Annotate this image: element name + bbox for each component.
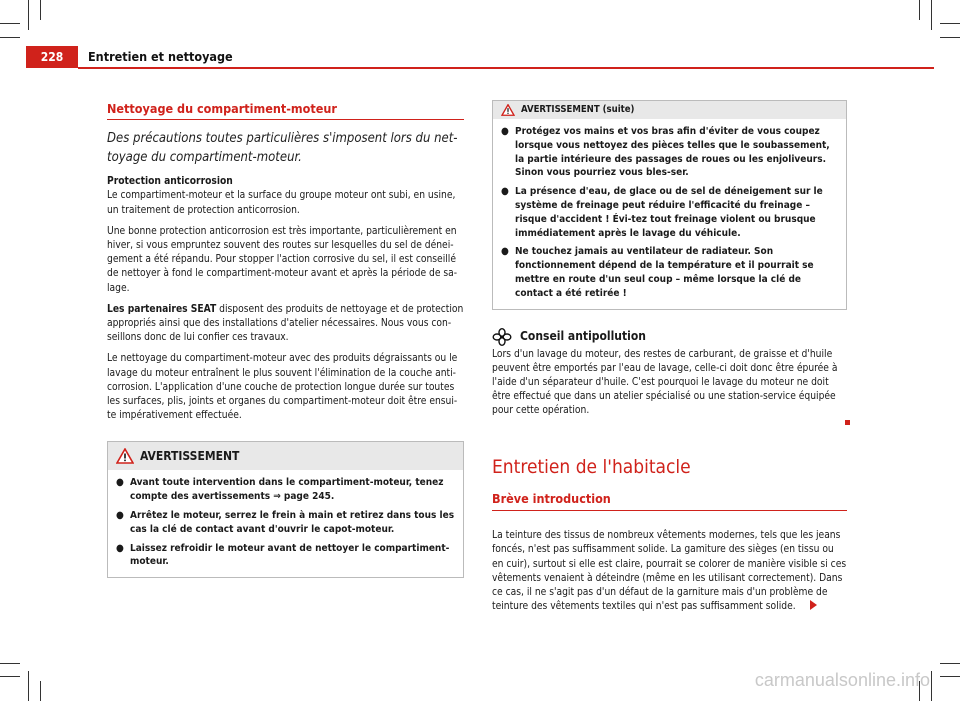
- warning-triangle-icon: [501, 104, 515, 116]
- bullet-icon: ●: [116, 542, 124, 554]
- warning-item: [501, 185, 838, 240]
- subheading-anticorrosion: Protection anticorrosion: [107, 176, 233, 188]
- eco-tip-text: [492, 348, 847, 419]
- crop-mark: [40, 0, 41, 20]
- crop-mark: [0, 37, 20, 38]
- bullet-icon: ●: [501, 246, 509, 258]
- page-number: 228: [26, 46, 78, 68]
- warning-header: [108, 442, 463, 470]
- paragraph: Une bonne protection anticorrosion est très importante, particulièrement en hiver, si vous empruntez souvent des routes sur lesquelles du sel de dénei-gement a été répandu. Pour stopper l'action corrosive du sel, il est conseillé de nettoyer à fond le compartiment-moteur avant et après la période de sa-lage.: [107, 225, 458, 294]
- warning-item-text: Ne touchez jamais au ventilateur de radiateur. Son fonctionnement dépend de la température et il pourrait se mettre en route d'un seul coup – même lorsque la clé de contact a été retirée !: [515, 246, 814, 299]
- end-mark-icon: [845, 420, 850, 425]
- crop-mark: [0, 676, 20, 677]
- chapter-title: Entretien de l'habitacle: [492, 455, 691, 478]
- crop-mark: [931, 0, 932, 30]
- watermark: carmanualsonline.info: [754, 670, 930, 690]
- eco-tip-title: Conseil antipollution: [520, 329, 646, 344]
- right-column: [492, 100, 847, 621]
- bullet-icon: ●: [501, 186, 509, 198]
- warning-item: [501, 245, 838, 300]
- paragraph: [492, 529, 847, 614]
- warning-header: [493, 101, 846, 119]
- crop-mark: [28, 671, 29, 701]
- warning-item: [116, 509, 455, 537]
- paragraph: Le compartiment-moteur et la surface du groupe moteur ont subi, en usine, un traitement de protection anticorrosion.: [107, 190, 456, 216]
- crop-mark: [28, 0, 29, 30]
- paragraph-seat-partners: [107, 303, 464, 346]
- bullet-icon: ●: [116, 510, 124, 522]
- continue-arrow-icon: [810, 600, 817, 610]
- warning-item-text: Avant toute intervention dans le compartiment-moteur, tenez compte des avertissements ⇒ page 245.: [130, 477, 444, 503]
- section-heading: Nettoyage du compartiment-moteur: [107, 102, 464, 120]
- crop-mark: [940, 663, 960, 664]
- warning-title: AVERTISSEMENT (suite): [521, 103, 635, 115]
- section-intro: Des précautions toutes particulières s'imposent lors du net-toyage du compartiment-moteur.: [107, 131, 458, 166]
- warning-item-text: Laissez refroidir le moteur avant de nettoyer le compartiment-moteur.: [130, 542, 450, 568]
- warning-item-text: Arrêtez le moteur, serrez le frein à main et retirez dans tous les cas la clé de contact avant d'ouvrir le capot-moteur.: [130, 510, 455, 535]
- crop-mark: [940, 676, 960, 677]
- warning-item-text: La présence d'eau, de glace ou de sel de déneigement sur le système de freinage peut réduire l'efficacité du freinage – risque d'accident ! Évi-tez tout freinage violent ou brusque immédiatement après le lavage du véhicule.: [515, 186, 823, 239]
- warning-box-continued: [492, 100, 847, 310]
- left-column: [107, 102, 464, 578]
- warning-item: [116, 476, 455, 504]
- warning-item: [501, 125, 838, 180]
- warning-item: [116, 542, 455, 570]
- crop-mark: [0, 663, 20, 664]
- chapter-header-title: Entretien et nettoyage: [88, 49, 233, 64]
- eco-tip-body: Lors d'un lavage du moteur, des restes de carburant, de graisse et d'huile peuvent être emportés par l'eau de lavage, celle-ci doit donc être épurée à l'aide d'un séparateur d'huile. C'est pourquoi le lavage du moteur ne doit être effectué que dans un atelier spécialisé ou une station-service équipée pour cette opération.: [492, 348, 838, 417]
- crop-mark: [0, 23, 20, 24]
- section-heading: Brève introduction: [492, 492, 847, 511]
- crop-mark: [940, 37, 960, 38]
- header-rule: [78, 67, 934, 69]
- bullet-icon: ●: [501, 126, 509, 137]
- warning-title: AVERTISSEMENT: [140, 449, 240, 464]
- seat-partners-label: Les partenaires SEAT: [107, 303, 217, 315]
- warning-item-text: Protégez vos mains et vos bras afin d'éviter de vous coupez lorsque vous nettoyez des pièces telles que le soubassement, la partie intérieure des passages de roues ou les enjoliveurs. Sinon vous pourriez vous bles-ser.: [515, 126, 830, 179]
- paragraph-text: disposent des produits de nettoyage et de protection appropriés ainsi que des installations d'atelier nécessaires. Nous vous con-seillons donc de lui confier ces travaux.: [107, 303, 464, 344]
- eco-tip-heading: [492, 328, 847, 346]
- warning-box: [107, 441, 464, 578]
- warning-triangle-icon: [116, 448, 134, 464]
- crop-mark: [919, 0, 920, 20]
- flower-eco-icon: [492, 328, 512, 346]
- paragraph-text: La teinture des tissus de nombreux vêtements modernes, tels que les jeans foncés, n'est pas suffisamment solide. La gamiture des sièges (en tissu ou en cuir), surtout si elle est claire, pourrait se colorer de manière visible si ces vêtements venaient à déteindre (même en les utilisant correctement). Dans ce cas, il ne s'agit pas d'un défaut de la garniture mais d'un problème de teinture des vêtements textiles qui n'est pas suffisamment solide.: [492, 530, 847, 613]
- crop-mark: [40, 681, 41, 701]
- crop-mark: [931, 671, 932, 701]
- warning-body: [108, 470, 463, 577]
- warning-body: [493, 119, 846, 309]
- bullet-icon: ●: [116, 477, 124, 489]
- paragraph: Le nettoyage du compartiment-moteur avec des produits dégraissants ou le lavage du moteur entraînent le plus souvent l'élimination de la couche anti-corrosion. L'application d'une couche de protection longue durée sur toutes les surfaces, plis, joints et organes du compartiment-moteur doit être ensui-te impérativement effectuée.: [107, 353, 458, 422]
- crop-mark: [940, 23, 960, 24]
